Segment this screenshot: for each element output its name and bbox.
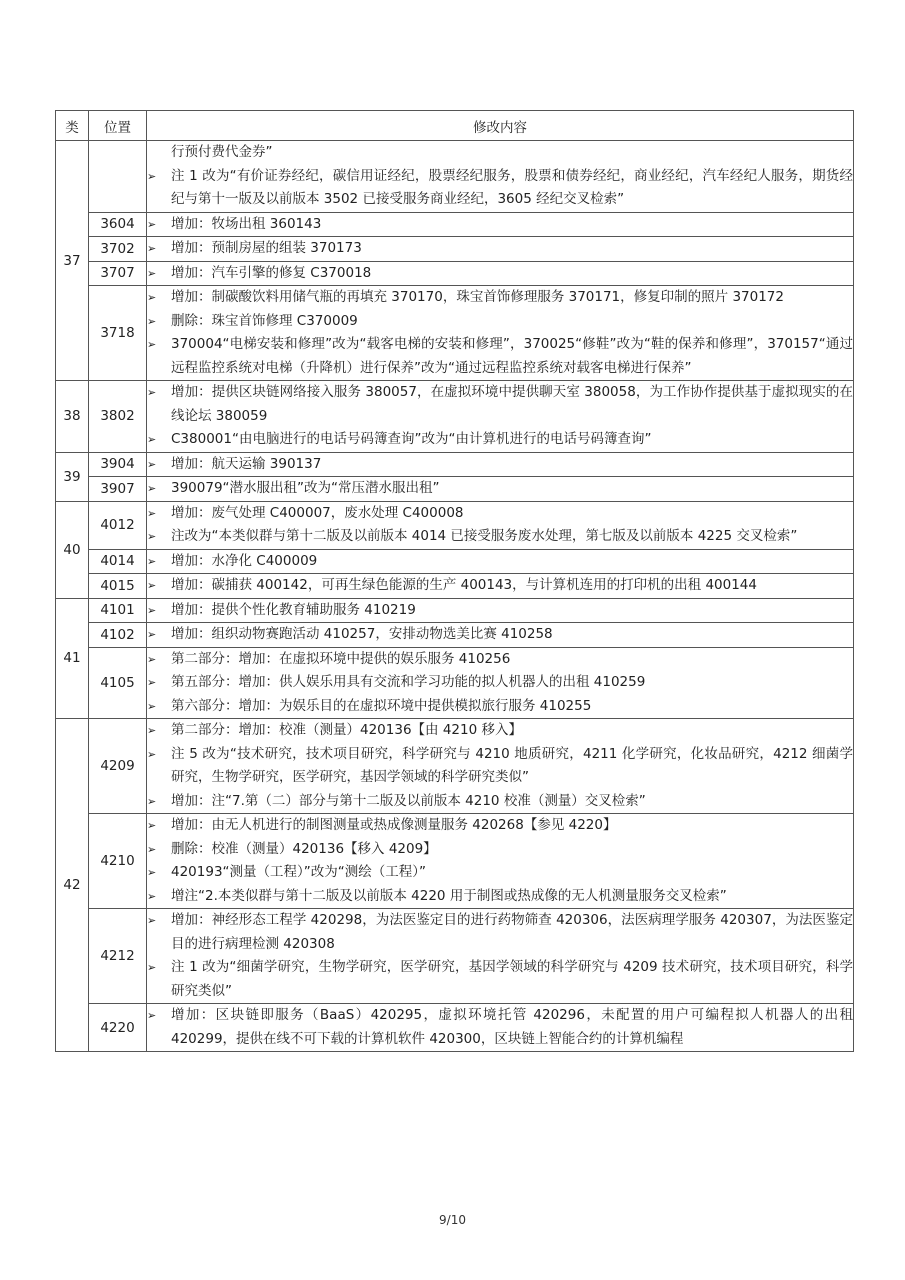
bullet-item [147, 165, 853, 212]
content-cell [147, 501, 854, 549]
bullet-text: 删除：校准（测量）420136【移入 4209】 [171, 840, 437, 857]
content-cell [147, 623, 854, 648]
arrow-bullet-icon: ➢ [147, 652, 157, 666]
bullet-text: 增加：提供区块链网络接入服务 380057，在虚拟环境中提供聊天室 380058，为工作协作提供基于虚拟现实的在线论坛 380059 [171, 384, 853, 424]
arrow-bullet-icon: ➢ [147, 1009, 157, 1022]
table-header-row [56, 111, 854, 141]
table-row [56, 261, 854, 286]
content-cell [147, 141, 854, 213]
arrow-bullet-icon: ➢ [147, 819, 157, 832]
content-cell [147, 549, 854, 574]
arrow-bullet-icon: ➢ [147, 628, 157, 641]
arrow-bullet-icon: ➢ [147, 842, 157, 856]
table-row [56, 381, 854, 453]
arrow-bullet-icon: ➢ [147, 338, 157, 351]
arrow-bullet-icon: ➢ [147, 603, 157, 617]
class-cell: 42 [56, 719, 89, 1052]
bullet-item [147, 648, 853, 672]
position-cell: 3907 [89, 477, 147, 502]
table-row [56, 909, 854, 1004]
bullet-item [147, 1004, 853, 1051]
bullet-item [147, 310, 853, 334]
bullet-text: 删除：珠宝首饰修理 C370009 [171, 312, 358, 329]
content-cell [147, 212, 854, 237]
bullet-text: 增加：组织动物赛跑活动 410257，安排动物选美比赛 410258 [171, 626, 553, 642]
arrow-bullet-icon: ➢ [147, 914, 157, 927]
arrow-bullet-icon: ➢ [147, 457, 157, 471]
content-cell [147, 814, 854, 909]
bullet-text: 第二部分：增加：校准（测量）420136【由 4210 移入】 [171, 722, 522, 738]
bullet-text: 增加：水净化 C400009 [171, 552, 318, 569]
bullet-item [147, 453, 853, 477]
arrow-bullet-icon: ➢ [147, 866, 157, 879]
content-cell [147, 647, 854, 719]
content-cell [147, 719, 854, 814]
class-cell: 40 [56, 501, 89, 598]
arrow-bullet-icon: ➢ [147, 530, 157, 543]
arrow-bullet-icon: ➢ [147, 169, 157, 183]
table-row [56, 286, 854, 381]
bullet-item [147, 381, 853, 428]
class-cell: 41 [56, 598, 89, 719]
table-row [56, 237, 854, 262]
table-row [56, 212, 854, 237]
position-cell: 4220 [89, 1004, 147, 1052]
arrow-bullet-icon: ➢ [147, 266, 157, 280]
position-cell: 4012 [89, 501, 147, 549]
bullet-item [147, 502, 853, 526]
content-cell [147, 574, 854, 599]
position-cell: 3802 [89, 381, 147, 453]
position-cell [89, 141, 147, 213]
bullet-item [147, 213, 853, 237]
bullet-item [147, 956, 853, 1003]
bullet-text: 增加：牧场出租 360143 [171, 215, 322, 232]
bullet-item [147, 790, 853, 814]
table-row [56, 719, 854, 814]
content-cell [147, 598, 854, 623]
arrow-bullet-icon: ➢ [147, 579, 157, 592]
content-cell [147, 452, 854, 477]
bullet-item [147, 861, 853, 885]
arrow-bullet-icon: ➢ [147, 794, 157, 808]
arrow-bullet-icon: ➢ [147, 217, 157, 231]
bullet-text: 注改为“本类似群与第十二版及以前版本 4014 已接受服务废水处理，第七版及以前版本 4225 交叉检索” [171, 528, 798, 544]
bullet-text: C380001“由电脑进行的电话号码簿查询”改为“由计算机进行的电话号码簿查询” [171, 431, 652, 447]
table-row [56, 814, 854, 909]
table-body [56, 141, 854, 1052]
bullet-item [147, 623, 853, 647]
bullet-text: 增加：区块链即服务（BaaS）420295，虚拟环境托管 420296，未配置的用户可编程拟人机器人的出租 420299，提供在线不可下载的计算机软件 420300，区块链上智能合约的计算机编程 [171, 1007, 853, 1047]
arrow-bullet-icon: ➢ [147, 747, 157, 761]
position-cell: 4212 [89, 909, 147, 1004]
bullet-text: 增加：由无人机进行的制图测量或热成像测量服务 420268【参见 4220】 [171, 817, 617, 833]
table-row [56, 452, 854, 477]
position-cell: 4209 [89, 719, 147, 814]
table-row [56, 574, 854, 599]
position-cell: 3707 [89, 261, 147, 286]
content-cell [147, 381, 854, 453]
content-cell [147, 477, 854, 502]
bullet-text: 注 5 改为“技术研究，技术项目研究，科学研究与 4210 地质研究，4211 化学研究，化妆品研究，4212 细菌学研究，生物学研究，医学研究，基因学领域的科学研究类似” [171, 745, 853, 785]
page-number: 9/10 [439, 1213, 466, 1227]
bullet-text: 370004“电梯安装和修理”改为“载客电梯的安装和修理”，370025“修鞋”改为“鞋的保养和修理”，370157“通过远程监控系统对电梯（升降机）进行保养”改为“通过远程监控系统对载客电梯进行保养” [171, 336, 853, 376]
bullet-text: 第五部分：增加：供人娱乐用具有交流和学习功能的拟人机器人的出租 410259 [171, 674, 646, 690]
arrow-bullet-icon: ➢ [147, 699, 157, 713]
bullet-text: 第六部分：增加：为娱乐目的在虚拟环境中提供模拟旅行服务 410255 [171, 697, 592, 714]
bullet-item [147, 333, 853, 380]
arrow-bullet-icon: ➢ [147, 314, 157, 328]
bullet-item [147, 286, 853, 310]
position-cell: 4101 [89, 598, 147, 623]
bullet-text: 增加：预制房屋的组装 370173 [171, 240, 362, 256]
arrow-bullet-icon: ➢ [147, 554, 157, 568]
bullet-text: 420193“测量（工程）”改为“测绘（工程）” [171, 864, 427, 880]
class-cell: 39 [56, 452, 89, 501]
header-content: 修改内容 [147, 111, 854, 141]
bullet-text: 390079“潜水服出租”改为“常压潜水服出租” [171, 480, 440, 496]
bullet-text: 增加：注“7.第（二）部分与第十二版及以前版本 4210 校准（测量）交叉检索” [171, 792, 646, 809]
bullet-item [147, 695, 853, 719]
arrow-bullet-icon: ➢ [147, 506, 157, 520]
continued-text: 行预付费代金券” [171, 144, 273, 160]
table-row [56, 623, 854, 648]
bullet-text: 增加：航天运输 390137 [171, 455, 322, 472]
content-cell [147, 909, 854, 1004]
amendment-table [55, 110, 854, 1052]
header-position: 位置 [89, 111, 147, 141]
bullet-text: 增注“2.本类似群与第十二版及以前版本 4220 用于制图或热成像的无人机测量服务交叉检索” [171, 887, 727, 904]
position-cell: 4015 [89, 574, 147, 599]
bullet-text: 第二部分：增加：在虚拟环境中提供的娱乐服务 410256 [171, 650, 511, 667]
bullet-item [147, 743, 853, 790]
header-class: 类 [56, 111, 89, 141]
position-cell: 3604 [89, 212, 147, 237]
bullet-text: 增加：汽车引擎的修复 C370018 [171, 264, 372, 281]
bullet-text: 增加：提供个性化教育辅助服务 410219 [171, 601, 416, 618]
bullet-item [147, 671, 853, 695]
arrow-bullet-icon: ➢ [147, 676, 157, 689]
bullet-item [147, 719, 853, 743]
bullet-item [147, 237, 853, 261]
bullet-item [147, 814, 853, 838]
bullet-text: 增加：碳捕获 400142，可再生绿色能源的生产 400143，与计算机连用的打印机的出租 400144 [171, 577, 757, 593]
bullet-item [147, 477, 853, 501]
bullet-item [147, 599, 853, 623]
position-cell: 4102 [89, 623, 147, 648]
bullet-item [147, 525, 853, 549]
arrow-bullet-icon: ➢ [147, 291, 157, 304]
bullet-item [147, 838, 853, 862]
table-row [56, 1004, 854, 1052]
arrow-bullet-icon: ➢ [147, 961, 157, 974]
bullet-item [147, 428, 853, 452]
table-row [56, 549, 854, 574]
arrow-bullet-icon: ➢ [147, 724, 157, 737]
position-cell: 4210 [89, 814, 147, 909]
arrow-bullet-icon: ➢ [147, 433, 157, 446]
position-cell: 3904 [89, 452, 147, 477]
arrow-bullet-icon: ➢ [147, 242, 157, 255]
table-row [56, 598, 854, 623]
bullet-item [147, 574, 853, 598]
class-cell: 37 [56, 141, 89, 381]
bullet-text: 增加：神经形态工程学 420298，为法医鉴定目的进行药物筛查 420306，法医病理学服务 420307，为法医鉴定目的进行病理检测 420308 [171, 912, 853, 952]
content-cell [147, 261, 854, 286]
position-cell: 4014 [89, 549, 147, 574]
arrow-bullet-icon: ➢ [147, 386, 157, 399]
content-cell [147, 237, 854, 262]
content-cell [147, 1004, 854, 1052]
table-row [56, 647, 854, 719]
arrow-bullet-icon: ➢ [147, 889, 157, 903]
position-cell: 3718 [89, 286, 147, 381]
table-row [56, 477, 854, 502]
bullet-text: 增加：制碳酸饮料用储气瓶的再填充 370170，珠宝首饰修理服务 370171，修复印制的照片 370172 [171, 289, 784, 305]
bullet-item [147, 885, 853, 909]
bullet-item [147, 550, 853, 574]
arrow-bullet-icon: ➢ [147, 482, 157, 495]
bullet-item [147, 909, 853, 956]
bullet-item [147, 262, 853, 286]
position-cell: 3702 [89, 237, 147, 262]
table-row [56, 501, 854, 549]
class-cell: 38 [56, 381, 89, 453]
position-cell: 4105 [89, 647, 147, 719]
bullet-text: 注 1 改为“有价证券经纪，碳信用证经纪，股票经纪服务，股票和债券经纪，商业经纪，汽车经纪人服务，期货经纪与第十一版及以前版本 3502 已接受服务商业经纪，3605 经纪交叉检索” [171, 167, 853, 207]
bullet-text: 注 1 改为“细菌学研究，生物学研究，医学研究，基因学领域的科学研究与 4209 技术研究，技术项目研究，科学研究类似” [171, 959, 853, 999]
bullet-text: 增加：废气处理 C400007，废水处理 C400008 [171, 504, 464, 521]
table-row [56, 141, 854, 213]
content-cell [147, 286, 854, 381]
